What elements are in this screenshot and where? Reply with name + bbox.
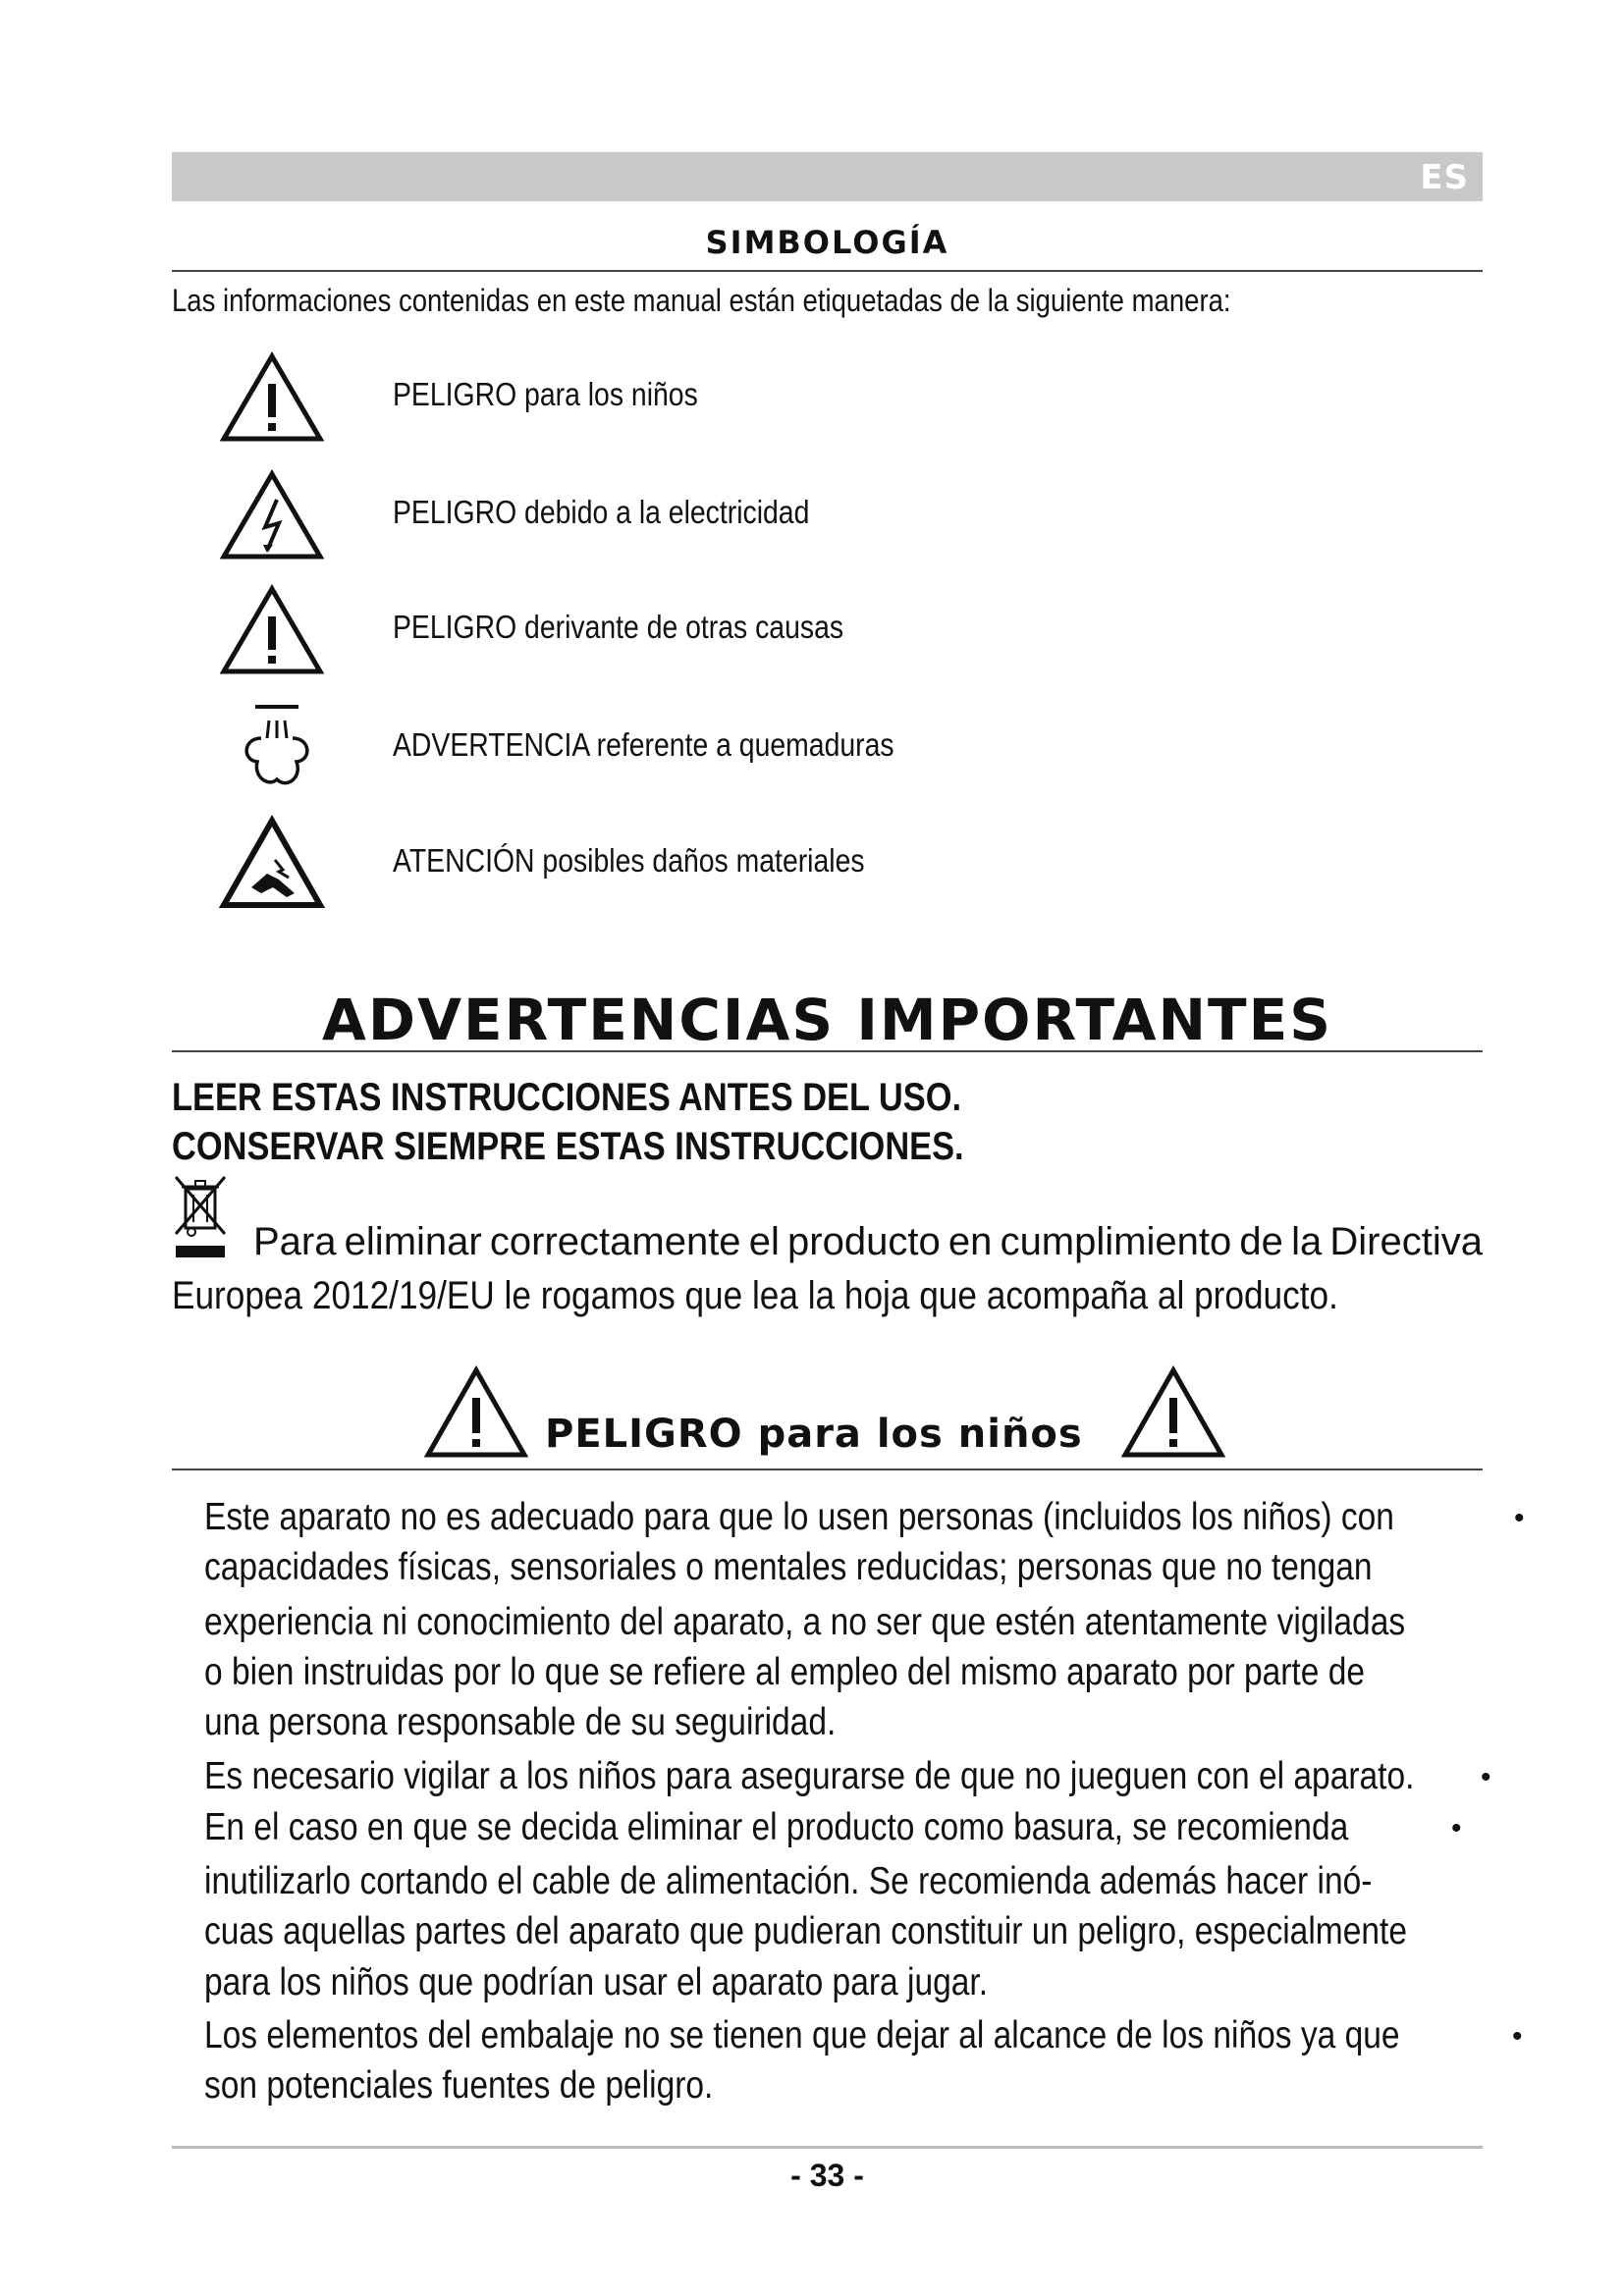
- symbol-text: ATENCIÓN posibles daños materiales: [393, 842, 865, 879]
- keep-instructions: CONSERVAR SIEMPRE ESTAS INSTRUCCIONES.: [172, 1125, 964, 1168]
- body-line: cuas aquellas partes del aparato que pudieran constituir un peligro, especialmente: [204, 1910, 1408, 1952]
- important-warnings-title: ADVERTENCIAS IMPORTANTES: [322, 987, 1332, 1053]
- body-line: para los niños que podrían usar el aparato para jugar.: [204, 1961, 989, 2003]
- section-rule: [172, 1050, 1483, 1052]
- language-code: ES: [1420, 158, 1469, 197]
- symbology-intro: Las informaciones contenidas en este manual están etiquetadas de la siguiente manera:: [172, 283, 1231, 318]
- weee-word: el: [748, 1220, 780, 1263]
- weee-word: correctamente: [489, 1220, 741, 1263]
- weee-text-line1: [253, 1220, 1483, 1264]
- weee-word: cumplimiento: [1000, 1220, 1232, 1263]
- children-danger-title: PELIGRO para los niños: [545, 1412, 1083, 1457]
- symbol-row-children: [218, 348, 1396, 447]
- weee-word: en: [947, 1220, 993, 1263]
- symbol-row-damage: [218, 815, 1396, 913]
- weee-word: Directiva: [1329, 1220, 1483, 1263]
- body-line: Los elementos del embalaje no se tienen que dejar al alcance de los niños ya que: [204, 2014, 1400, 2056]
- symbol-row-electricity: [218, 466, 1396, 564]
- body-line: experiencia ni conocimiento del aparato, a no ser que estén atentamente vigiladas: [204, 1601, 1406, 1643]
- symbol-text: PELIGRO debido a la electricidad: [393, 494, 810, 530]
- footer-rule: [172, 2146, 1483, 2149]
- weee-word: la: [1291, 1220, 1323, 1263]
- language-bar: [172, 152, 1483, 201]
- bullet: •: [1481, 1761, 1491, 1793]
- warning-triangle-exclamation-icon: [218, 581, 326, 679]
- symbol-text: PELIGRO derivante de otras causas: [393, 609, 844, 645]
- bullet: •: [1512, 2020, 1523, 2053]
- page-number: - 33 -: [790, 2158, 864, 2193]
- weee-word: eliminar: [344, 1220, 482, 1263]
- crossed-bin-icon: [172, 1173, 231, 1261]
- weee-text-line2: Europea 2012/19/EU le rogamos que lea la hoja que acompaña al producto.: [172, 1274, 1338, 1317]
- children-danger-heading: [422, 1364, 1227, 1463]
- bullet: •: [1451, 1812, 1462, 1844]
- electric-hazard-icon: [218, 466, 326, 564]
- bullet: •: [1514, 1502, 1525, 1534]
- warning-triangle-exclamation-icon: [1119, 1364, 1227, 1463]
- warning-triangle-exclamation-icon: [422, 1364, 530, 1463]
- weee-word: producto: [787, 1220, 941, 1263]
- symbol-row-burns: [218, 699, 1396, 797]
- title-rule: [172, 270, 1483, 272]
- body-line: una persona responsable de su seguiridad.: [204, 1701, 837, 1743]
- symbology-title: SIMBOLOGÍA: [705, 224, 949, 261]
- warning-triangle-exclamation-icon: [218, 348, 326, 447]
- symbol-text: PELIGRO para los niños: [393, 376, 698, 412]
- body-line: capacidades físicas, sensoriales o mentales reducidas; personas que no tengan: [204, 1546, 1373, 1588]
- symbol-row-other: [218, 581, 1396, 679]
- weee-word: de: [1239, 1220, 1283, 1263]
- body-line: inutilizarlo cortando el cable de alimentación. Se recomienda además hacer inó-: [204, 1860, 1373, 1902]
- hot-surface-icon: [218, 699, 326, 797]
- body-line: En el caso en que se decida eliminar el producto como basura, se recomienda: [204, 1806, 1349, 1848]
- section-rule: [172, 1468, 1483, 1470]
- symbol-text: ADVERTENCIA referente a quemaduras: [393, 726, 894, 763]
- body-line: son potenciales fuentes de peligro.: [204, 2064, 714, 2107]
- read-instructions: LEER ESTAS INSTRUCCIONES ANTES DEL USO.: [172, 1076, 962, 1119]
- body-line: Es necesario vigilar a los niños para asegurarse de que no jueguen con el aparato.: [204, 1755, 1415, 1797]
- material-damage-icon: [218, 815, 326, 913]
- body-line: o bien instruidas por lo que se refiere al empleo del mismo aparato por parte de: [204, 1651, 1366, 1693]
- weee-word: Para: [253, 1220, 337, 1263]
- body-line: Este aparato no es adecuado para que lo usen personas (incluidos los niños) con: [204, 1496, 1394, 1538]
